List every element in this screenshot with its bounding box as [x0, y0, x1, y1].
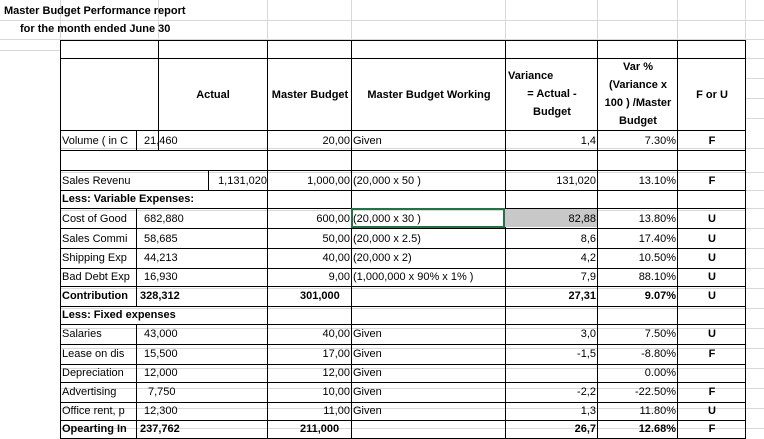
- cell-pct[interactable]: 7.30%: [644, 135, 676, 147]
- cell-variance[interactable]: 3,0: [580, 328, 596, 340]
- cell-variance[interactable]: -1,5: [577, 348, 596, 360]
- header-working: Master Budget Working: [367, 89, 491, 101]
- cell-budget[interactable]: 12,00: [322, 367, 350, 379]
- report-subtitle: for the month ended June 30: [20, 23, 171, 35]
- row-label[interactable]: Bad Debt Exp: [62, 271, 130, 283]
- header-variance-2: = Actual -: [527, 88, 577, 100]
- cell-budget[interactable]: 1,000,00: [307, 175, 350, 187]
- row-label[interactable]: Volume ( in C: [62, 135, 129, 147]
- cell-budget[interactable]: 17,00: [322, 348, 350, 360]
- cell-budget[interactable]: 10,00: [322, 386, 350, 398]
- row-label[interactable]: Sales Commi: [62, 233, 128, 245]
- cell-actual[interactable]: 7,750: [148, 386, 176, 398]
- cell-variance[interactable]: 26,7: [574, 423, 596, 435]
- cell-actual[interactable]: 12,000: [144, 367, 178, 379]
- cell-budget[interactable]: 11,00: [323, 405, 350, 417]
- cell-budget[interactable]: 9,00: [328, 271, 350, 283]
- report-title: Master Budget Performance report: [4, 5, 186, 17]
- cell-fu[interactable]: U: [708, 328, 716, 340]
- cell-fu[interactable]: F: [708, 175, 716, 187]
- cell-working[interactable]: (20,000 x 2): [353, 252, 412, 264]
- cell-working[interactable]: (1,000,000 x 90% x 1% ): [353, 271, 474, 283]
- cell-variance[interactable]: 1,4: [580, 135, 596, 147]
- cell-budget[interactable]: 40,00: [322, 252, 350, 264]
- cell-working[interactable]: (20,000 x 50 ): [353, 175, 421, 187]
- cell-fu[interactable]: U: [708, 271, 716, 283]
- header-varpct-1: Var %: [623, 61, 653, 73]
- cell-pct[interactable]: 9.07%: [644, 290, 676, 302]
- cell-working[interactable]: Given: [353, 135, 382, 147]
- cell-pct[interactable]: 13.10%: [638, 175, 676, 187]
- cell-pct[interactable]: 7.50%: [644, 328, 676, 340]
- cell-pct[interactable]: 10.50%: [638, 252, 676, 264]
- cell-budget[interactable]: 211,000: [300, 423, 340, 435]
- cell-pct[interactable]: 0.00%: [644, 367, 676, 379]
- cell-actual[interactable]: 682,880: [144, 213, 184, 225]
- cell-fu[interactable]: F: [708, 423, 716, 435]
- cell-working[interactable]: Given: [353, 328, 382, 340]
- cell-working[interactable]: (20,000 x 30 ): [353, 213, 421, 225]
- header-actual: Actual: [196, 89, 230, 101]
- cell-fu[interactable]: U: [708, 405, 716, 417]
- cell-budget[interactable]: 50,00: [322, 233, 350, 245]
- cell-working[interactable]: Given: [353, 367, 382, 379]
- cell-fu[interactable]: U: [708, 290, 716, 302]
- cell-budget[interactable]: 40,00: [322, 328, 350, 340]
- header-master-budget: Master Budget: [271, 89, 349, 101]
- header-varpct-3: 100 ) /Master: [604, 97, 672, 109]
- cell-budget[interactable]: 600,00: [316, 213, 350, 225]
- header-f-or-u: F or U: [696, 89, 728, 101]
- cell-actual[interactable]: 237,762: [140, 423, 180, 435]
- cell-variance[interactable]: 82,88: [568, 213, 596, 225]
- cell-variance[interactable]: 1,3: [580, 405, 596, 417]
- cell-variance[interactable]: [506, 365, 596, 381]
- cell-fu[interactable]: U: [708, 233, 716, 245]
- cell-actual[interactable]: 21,460: [144, 135, 178, 147]
- cell-actual[interactable]: 58,685: [144, 233, 178, 245]
- cell-actual[interactable]: 12,300: [144, 405, 178, 417]
- cell-pct[interactable]: 12.68%: [638, 423, 676, 435]
- row-label[interactable]: Contribution: [62, 290, 128, 302]
- cell-variance[interactable]: 8,6: [580, 233, 596, 245]
- cell-variance[interactable]: 4,2: [580, 252, 596, 264]
- cell-working[interactable]: (20,000 x 2.5): [353, 233, 421, 245]
- section-label: Less: Variable Expenses:: [62, 193, 195, 205]
- header-varpct-2: (Variance x: [608, 79, 668, 91]
- cell-pct[interactable]: 88.10%: [638, 271, 676, 283]
- cell-actual[interactable]: 15,500: [144, 348, 178, 360]
- row-label[interactable]: Salaries: [62, 328, 102, 340]
- cell-fu[interactable]: F: [708, 386, 716, 398]
- cell-fu[interactable]: [678, 365, 746, 381]
- cell-working[interactable]: Given: [353, 386, 382, 398]
- cell-pct[interactable]: -22.50%: [635, 386, 676, 398]
- cell-fu[interactable]: U: [708, 252, 716, 264]
- row-label[interactable]: Opearting In: [62, 423, 127, 435]
- cell-fu[interactable]: F: [708, 348, 716, 360]
- row-label[interactable]: Advertising: [62, 386, 117, 398]
- cell-fu[interactable]: U: [708, 213, 716, 225]
- cell-working[interactable]: Given: [353, 348, 382, 360]
- section-label: Less: Fixed expenses: [62, 309, 176, 321]
- cell-working[interactable]: Given: [353, 405, 382, 417]
- cell-pct[interactable]: 11.80%: [639, 405, 676, 417]
- row-label[interactable]: Office rent, p: [62, 405, 125, 417]
- cell-budget[interactable]: 20,00: [322, 135, 350, 147]
- cell-actual[interactable]: 1,131,020: [218, 175, 267, 187]
- cell-actual[interactable]: 328,312: [140, 290, 180, 302]
- cell-fu[interactable]: F: [708, 135, 716, 147]
- row-label[interactable]: Shipping Exp: [62, 252, 127, 264]
- cell-variance[interactable]: 131,020: [556, 175, 596, 187]
- cell-variance[interactable]: -2,2: [577, 386, 596, 398]
- header-variance-1: Variance: [508, 70, 554, 82]
- row-label[interactable]: Cost of Good: [62, 213, 127, 225]
- cell-actual[interactable]: 16,930: [144, 271, 178, 283]
- cell-pct[interactable]: 13.80%: [638, 213, 676, 225]
- row-label[interactable]: Lease on dis: [62, 348, 125, 360]
- row-label[interactable]: Sales Revenu: [62, 175, 131, 187]
- cell-variance[interactable]: 27,31: [568, 290, 596, 302]
- cell-actual[interactable]: 43,000: [144, 328, 178, 340]
- cell-budget[interactable]: 301,000: [300, 290, 340, 302]
- cell-variance[interactable]: 7,9: [580, 271, 596, 283]
- row-label[interactable]: Depreciation: [62, 367, 124, 379]
- cell-pct[interactable]: 17.40%: [638, 233, 676, 245]
- cell-actual[interactable]: 44,213: [144, 252, 178, 264]
- cell-pct[interactable]: -8.80%: [641, 348, 676, 360]
- header-variance-3: Budget: [533, 106, 571, 118]
- header-varpct-4: Budget: [619, 115, 657, 127]
